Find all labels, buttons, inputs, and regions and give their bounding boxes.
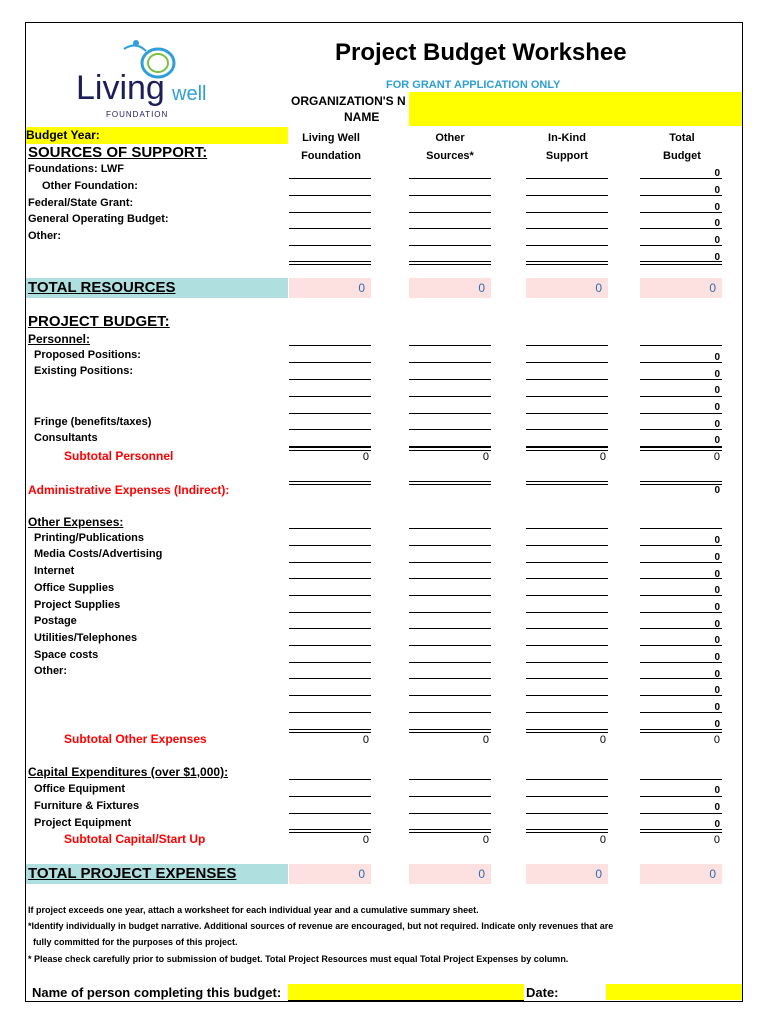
other-total: 0 bbox=[714, 552, 720, 563]
other-total: 0 bbox=[714, 569, 720, 580]
cell-rule bbox=[409, 695, 491, 696]
source-row-label: Other Foundation: bbox=[42, 180, 138, 192]
name-field[interactable] bbox=[288, 984, 524, 1001]
cell-rule bbox=[640, 396, 722, 397]
col-total-header bbox=[640, 129, 724, 165]
org-name-label-1: ORGANIZATION'S N bbox=[291, 94, 406, 108]
other-total: 0 bbox=[714, 535, 720, 546]
other-total: 0 bbox=[714, 669, 720, 680]
cell-rule bbox=[526, 178, 608, 179]
cell-rule bbox=[409, 595, 491, 596]
cell-rule bbox=[289, 396, 371, 397]
cell-rule bbox=[526, 662, 608, 663]
cell-rule bbox=[526, 396, 608, 397]
cell-rule bbox=[409, 612, 491, 613]
source-total: 0 bbox=[714, 185, 720, 196]
cell-rule bbox=[289, 595, 371, 596]
col-other-line1: Other bbox=[435, 132, 465, 144]
subtotal-personnel-value-2: 0 bbox=[482, 451, 489, 463]
subtotal-personnel-value-1: 0 bbox=[362, 451, 369, 463]
source-row-label: Federal/State Grant: bbox=[28, 197, 134, 209]
note-3: fully committed for the purposes of this project. bbox=[28, 937, 238, 947]
other-expense-label: Internet bbox=[34, 565, 75, 577]
cell-rule bbox=[526, 195, 608, 196]
cell-rule bbox=[289, 562, 371, 563]
cell-rule bbox=[409, 528, 491, 529]
cell-rule bbox=[409, 796, 491, 797]
personnel-total: 0 bbox=[714, 419, 720, 430]
cell-rule bbox=[526, 345, 608, 346]
capital-total: 0 bbox=[714, 785, 720, 796]
cell-rule bbox=[640, 813, 722, 814]
cell-rule bbox=[289, 578, 371, 579]
note-2: *Identify individually in budget narrative. Additional sources of revenue are encouraged, but not required. Indicate only revenues that are bbox=[28, 921, 614, 931]
other-total: 0 bbox=[714, 585, 720, 596]
cell-rule bbox=[640, 413, 722, 414]
capital-row-label: Office Equipment bbox=[34, 783, 126, 795]
cell-rule bbox=[289, 645, 371, 646]
other-expense-label: Printing/Publications bbox=[34, 532, 145, 544]
personnel-total: 0 bbox=[714, 435, 720, 446]
subtotal-capital-value-2: 0 bbox=[482, 834, 489, 846]
cell-rule bbox=[526, 612, 608, 613]
source-total: 0 bbox=[714, 235, 720, 246]
logo-org: FOUNDATION bbox=[106, 110, 169, 119]
total-resources-value: 0 bbox=[595, 281, 602, 295]
col-inkind-header bbox=[526, 129, 608, 165]
cell-rule bbox=[289, 545, 371, 546]
other-total: 0 bbox=[714, 652, 720, 663]
cell-rule bbox=[289, 245, 371, 246]
budget-year-field[interactable] bbox=[26, 127, 288, 144]
cell-rule bbox=[409, 429, 491, 430]
other-expense-label: Media Costs/Advertising bbox=[34, 548, 163, 560]
total-resources-value: 0 bbox=[709, 281, 716, 295]
total-expenses-value: 0 bbox=[358, 867, 365, 881]
cell-rule bbox=[526, 578, 608, 579]
other-total: 0 bbox=[714, 702, 720, 713]
double-rule bbox=[289, 481, 371, 485]
capital-row-label: Project Equipment bbox=[34, 817, 132, 829]
cell-rule bbox=[289, 796, 371, 797]
subtotal-capital-value-4: 0 bbox=[713, 834, 720, 846]
project-heading: PROJECT BUDGET: bbox=[28, 313, 170, 330]
cell-rule bbox=[526, 678, 608, 679]
other-total: 0 bbox=[714, 685, 720, 696]
double-rule bbox=[289, 729, 371, 733]
cell-rule bbox=[289, 628, 371, 629]
cell-rule bbox=[526, 545, 608, 546]
cell-rule bbox=[409, 712, 491, 713]
cell-rule bbox=[289, 228, 371, 229]
cell-rule bbox=[289, 662, 371, 663]
cell-rule bbox=[526, 528, 608, 529]
other-total: 0 bbox=[714, 719, 720, 730]
col-total-line1: Total bbox=[669, 132, 695, 144]
cell-rule bbox=[409, 628, 491, 629]
cell-rule bbox=[640, 779, 722, 780]
capital-row-label: Furniture & Fixtures bbox=[34, 800, 140, 812]
personnel-row-label: Existing Positions: bbox=[34, 365, 134, 377]
cell-rule bbox=[289, 813, 371, 814]
budget-year-label: Budget Year: bbox=[26, 128, 100, 142]
cell-rule bbox=[526, 228, 608, 229]
date-label: Date: bbox=[526, 985, 559, 1000]
cell-rule bbox=[526, 245, 608, 246]
cell-rule bbox=[289, 379, 371, 380]
cell-rule bbox=[289, 413, 371, 414]
cell-rule bbox=[526, 362, 608, 363]
cell-rule bbox=[409, 662, 491, 663]
total-expenses-band bbox=[26, 864, 288, 884]
other-expense-label: Space costs bbox=[34, 649, 99, 661]
cell-rule bbox=[409, 545, 491, 546]
personnel-total: 0 bbox=[714, 369, 720, 380]
cell-rule bbox=[409, 562, 491, 563]
cell-rule bbox=[289, 195, 371, 196]
double-rule bbox=[289, 829, 371, 833]
double-rule bbox=[409, 261, 491, 265]
cell-rule bbox=[289, 362, 371, 363]
source-total: 0 bbox=[714, 202, 720, 213]
capital-heading: Capital Expenditures (over $1,000): bbox=[28, 765, 229, 779]
cell-rule bbox=[289, 345, 371, 346]
col-other-line2: Sources* bbox=[426, 150, 474, 162]
capital-total: 0 bbox=[714, 819, 720, 830]
date-field[interactable] bbox=[606, 984, 743, 1000]
cell-rule bbox=[526, 595, 608, 596]
cell-rule bbox=[409, 578, 491, 579]
other-expense-label: Other: bbox=[34, 665, 67, 677]
col-lwf-header bbox=[289, 129, 373, 165]
source-total: 0 bbox=[714, 252, 720, 263]
cell-rule bbox=[289, 212, 371, 213]
note-1: If project exceeds one year, attach a worksheet for each individual year and a cumulative summary sheet. bbox=[28, 905, 479, 915]
col-lwf-line2: Foundation bbox=[301, 150, 361, 162]
cell-rule bbox=[409, 245, 491, 246]
personnel-total: 0 bbox=[714, 402, 720, 413]
other-expense-label: Postage bbox=[34, 615, 77, 627]
cell-rule bbox=[409, 678, 491, 679]
double-rule bbox=[526, 829, 608, 833]
col-inkind-line2: Support bbox=[545, 150, 589, 162]
page-title: Project Budget Workshee bbox=[335, 39, 627, 66]
logo-word: Living bbox=[76, 69, 165, 107]
double-rule bbox=[409, 729, 491, 733]
cell-rule bbox=[409, 779, 491, 780]
cell-rule bbox=[289, 528, 371, 529]
cell-rule bbox=[526, 429, 608, 430]
double-rule bbox=[289, 261, 371, 265]
total-expenses-value: 0 bbox=[709, 867, 716, 881]
subtotal-other-value-1: 0 bbox=[362, 734, 369, 746]
cell-rule bbox=[409, 228, 491, 229]
cell-rule bbox=[289, 612, 371, 613]
cell-rule bbox=[409, 212, 491, 213]
personnel-row-label: Fringe (benefits/taxes) bbox=[34, 416, 152, 428]
col-inkind-line1: In-Kind bbox=[548, 132, 586, 144]
subtotal-capital-value-1: 0 bbox=[362, 834, 369, 846]
cell-rule bbox=[409, 645, 491, 646]
other-total: 0 bbox=[714, 635, 720, 646]
cell-rule bbox=[526, 628, 608, 629]
other-total: 0 bbox=[714, 619, 720, 630]
double-rule bbox=[409, 829, 491, 833]
subtotal-capital-value-3: 0 bbox=[599, 834, 606, 846]
cell-rule bbox=[409, 362, 491, 363]
double-rule bbox=[526, 261, 608, 265]
cell-rule bbox=[409, 813, 491, 814]
cell-rule bbox=[289, 779, 371, 780]
name-label: Name of person completing this budget: bbox=[32, 985, 282, 1000]
cell-rule bbox=[409, 345, 491, 346]
cell-rule bbox=[526, 379, 608, 380]
logo-word-2: well bbox=[172, 83, 207, 105]
cell-rule bbox=[526, 796, 608, 797]
personnel-total: 0 bbox=[714, 352, 720, 363]
personnel-row-label: Consultants bbox=[34, 432, 98, 444]
cell-rule bbox=[409, 178, 491, 179]
budget-worksheet bbox=[25, 22, 743, 1002]
source-total: 0 bbox=[714, 168, 720, 179]
other-expense-label: Project Supplies bbox=[34, 599, 121, 611]
other-expense-label: Office Supplies bbox=[34, 582, 115, 594]
subtotal-other-value-3: 0 bbox=[599, 734, 606, 746]
admin-label: Administrative Expenses (Indirect): bbox=[28, 483, 230, 497]
cell-rule bbox=[640, 528, 722, 529]
cell-rule bbox=[409, 379, 491, 380]
double-rule bbox=[409, 481, 491, 485]
cell-rule bbox=[289, 712, 371, 713]
personnel-heading: Personnel: bbox=[28, 332, 91, 346]
subtotal-personnel-value-4: 0 bbox=[713, 451, 720, 463]
logo bbox=[76, 35, 226, 119]
cell-rule bbox=[526, 562, 608, 563]
cell-rule bbox=[289, 678, 371, 679]
double-rule bbox=[526, 729, 608, 733]
total-resources-band bbox=[26, 278, 288, 298]
cell-rule bbox=[526, 813, 608, 814]
col-total-line2: Budget bbox=[663, 150, 701, 162]
col-lwf-line1: Living Well bbox=[302, 132, 360, 144]
personnel-row-label: Proposed Positions: bbox=[34, 349, 141, 361]
cell-rule bbox=[640, 796, 722, 797]
cell-rule bbox=[409, 396, 491, 397]
subtotal-personnel-value-3: 0 bbox=[599, 451, 606, 463]
cell-rule bbox=[289, 695, 371, 696]
other-expenses-heading: Other Expenses: bbox=[28, 515, 124, 529]
cell-rule bbox=[526, 645, 608, 646]
personnel-total: 0 bbox=[714, 385, 720, 396]
admin-total: 0 bbox=[714, 485, 720, 496]
cell-rule bbox=[289, 178, 371, 179]
total-expenses-value: 0 bbox=[595, 867, 602, 881]
grant-subtitle: FOR GRANT APPLICATION ONLY bbox=[386, 79, 561, 91]
source-row-label: Foundations: LWF bbox=[28, 163, 124, 175]
subtotal-other-value-2: 0 bbox=[482, 734, 489, 746]
total-expenses-value: 0 bbox=[478, 867, 485, 881]
cell-rule bbox=[640, 345, 722, 346]
source-row-label: General Operating Budget: bbox=[28, 213, 169, 225]
subtotal-personnel-label: Subtotal Personnel bbox=[64, 449, 174, 463]
subtotal-capital-label: Subtotal Capital/Start Up bbox=[64, 832, 206, 846]
cell-rule bbox=[526, 212, 608, 213]
cell-rule bbox=[409, 195, 491, 196]
double-rule bbox=[526, 481, 608, 485]
cell-rule bbox=[526, 779, 608, 780]
note-4: * Please check carefully prior to submission of budget. Total Project Resources must equal Total Project Expenses by column. bbox=[28, 954, 569, 964]
cell-rule bbox=[526, 413, 608, 414]
cell-rule bbox=[526, 695, 608, 696]
org-name-field[interactable] bbox=[409, 92, 743, 126]
col-other-header bbox=[409, 129, 491, 165]
org-name-label-2: NAME bbox=[344, 110, 380, 124]
sources-heading: SOURCES OF SUPPORT: bbox=[28, 144, 208, 161]
capital-total: 0 bbox=[714, 802, 720, 813]
total-resources-label: TOTAL RESOURCES bbox=[28, 279, 176, 296]
other-total: 0 bbox=[714, 602, 720, 613]
subtotal-other-label: Subtotal Other Expenses bbox=[64, 732, 207, 746]
source-row-label: Other: bbox=[28, 230, 61, 242]
total-resources-value: 0 bbox=[358, 281, 365, 295]
cell-rule bbox=[289, 429, 371, 430]
total-expenses-label: TOTAL PROJECT EXPENSES bbox=[28, 865, 237, 882]
total-resources-value: 0 bbox=[478, 281, 485, 295]
other-expense-label: Utilities/Telephones bbox=[34, 632, 138, 644]
cell-rule bbox=[526, 712, 608, 713]
subtotal-other-value-4: 0 bbox=[713, 734, 720, 746]
cell-rule bbox=[409, 413, 491, 414]
source-total: 0 bbox=[714, 218, 720, 229]
